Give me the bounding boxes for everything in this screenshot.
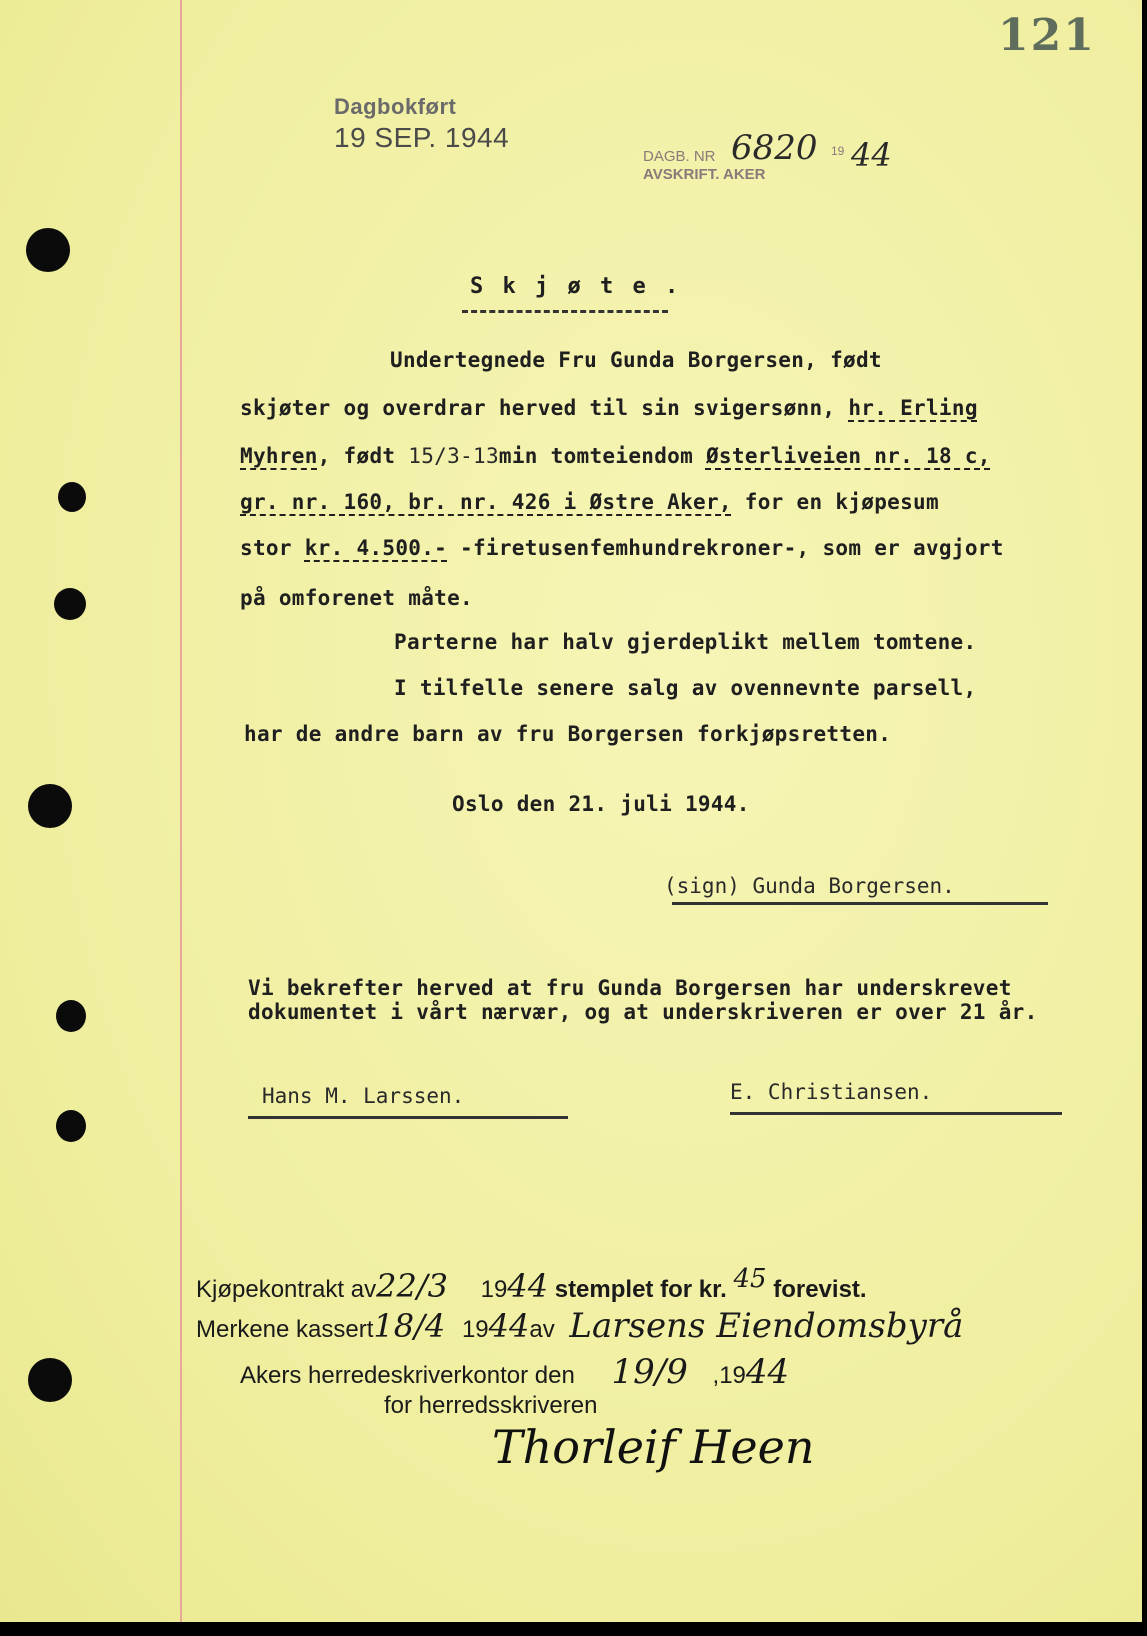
witness-line: dokumentet i vårt nærvær, og at underskriveren er over 21 år.: [248, 1000, 1038, 1024]
body-line: har de andre barn av fru Borgersen forkjøpsretten.: [244, 722, 892, 746]
body-line: gr. nr. 160, br. nr. 426 i Østre Aker, for en kjøpesum: [240, 490, 939, 514]
punch-hole: [58, 482, 86, 512]
body-line: Myhren, født 15/3-13min tomteiendom Østerliveien nr. 18 c,: [240, 444, 991, 468]
diary-stamp: [334, 94, 509, 154]
registry-line-2: Merkene kassert18/4 1944av Larsens Eiendomsbyrå: [196, 1306, 964, 1346]
place-date: Oslo den 21. juli 1944.: [452, 792, 750, 816]
registry-line-1: Kjøpekontrakt av22/3 1944 stemplet for kr. 45 forevist.: [196, 1264, 867, 1305]
witness-2-name: E. Christiansen.: [730, 1080, 933, 1104]
avskrift-label: AVSKRIFT. AKER: [643, 166, 766, 183]
margin-line: [180, 0, 182, 1622]
body-line: Undertegnede Fru Gunda Borgersen, født: [390, 348, 882, 372]
body-line: Parterne har halv gjerdeplikt mellem tomtene.: [394, 630, 977, 654]
year-suffix: 19: [831, 144, 845, 158]
body-line: I tilfelle senere salg av ovennevnte parsell,: [394, 676, 977, 700]
witness-1-name: Hans M. Larssen.: [262, 1084, 465, 1108]
witness-1-rule: [248, 1116, 568, 1119]
punch-hole: [28, 1358, 72, 1402]
title-underline: [462, 310, 668, 313]
dagb-nr-label: DAGB. NR: [643, 148, 716, 165]
witness-line: Vi bekrefter herved at fru Gunda Borgersen har underskrevet: [248, 976, 1012, 1000]
body-line: skjøter og overdrar herved til sin svigersønn, hr. Erling: [240, 396, 978, 420]
page-number: 121: [998, 10, 1096, 61]
punch-hole: [54, 588, 86, 620]
body-line: stor kr. 4.500.- -firetusenfemhundrekroner-, som er avgjort: [240, 536, 1004, 560]
body-line: på omforenet måte.: [240, 586, 473, 610]
punch-hole: [56, 1000, 86, 1032]
registry-line-3: Akers herredeskriverkontor den 19/9 ,1944: [240, 1352, 790, 1392]
year-hand: 44: [851, 136, 892, 174]
punch-hole: [28, 784, 72, 828]
dagb-nr-value: 6820: [731, 128, 818, 168]
signature-line: (sign) Gunda Borgersen.: [664, 874, 955, 898]
register-stamp: [643, 128, 943, 202]
signature-rule: [672, 902, 1048, 905]
diary-stamp-date: 19 SEP. 1944: [334, 122, 510, 153]
document-title: S k j ø t e .: [470, 274, 682, 299]
punch-hole: [56, 1110, 86, 1142]
diary-stamp-label: Dagbokført: [334, 94, 457, 119]
registry-line-4: for herredsskriveren: [384, 1392, 598, 1419]
registrar-signature: Thorleif Heen: [492, 1420, 815, 1474]
punch-hole: [26, 228, 70, 272]
witness-2-rule: [730, 1112, 1062, 1115]
